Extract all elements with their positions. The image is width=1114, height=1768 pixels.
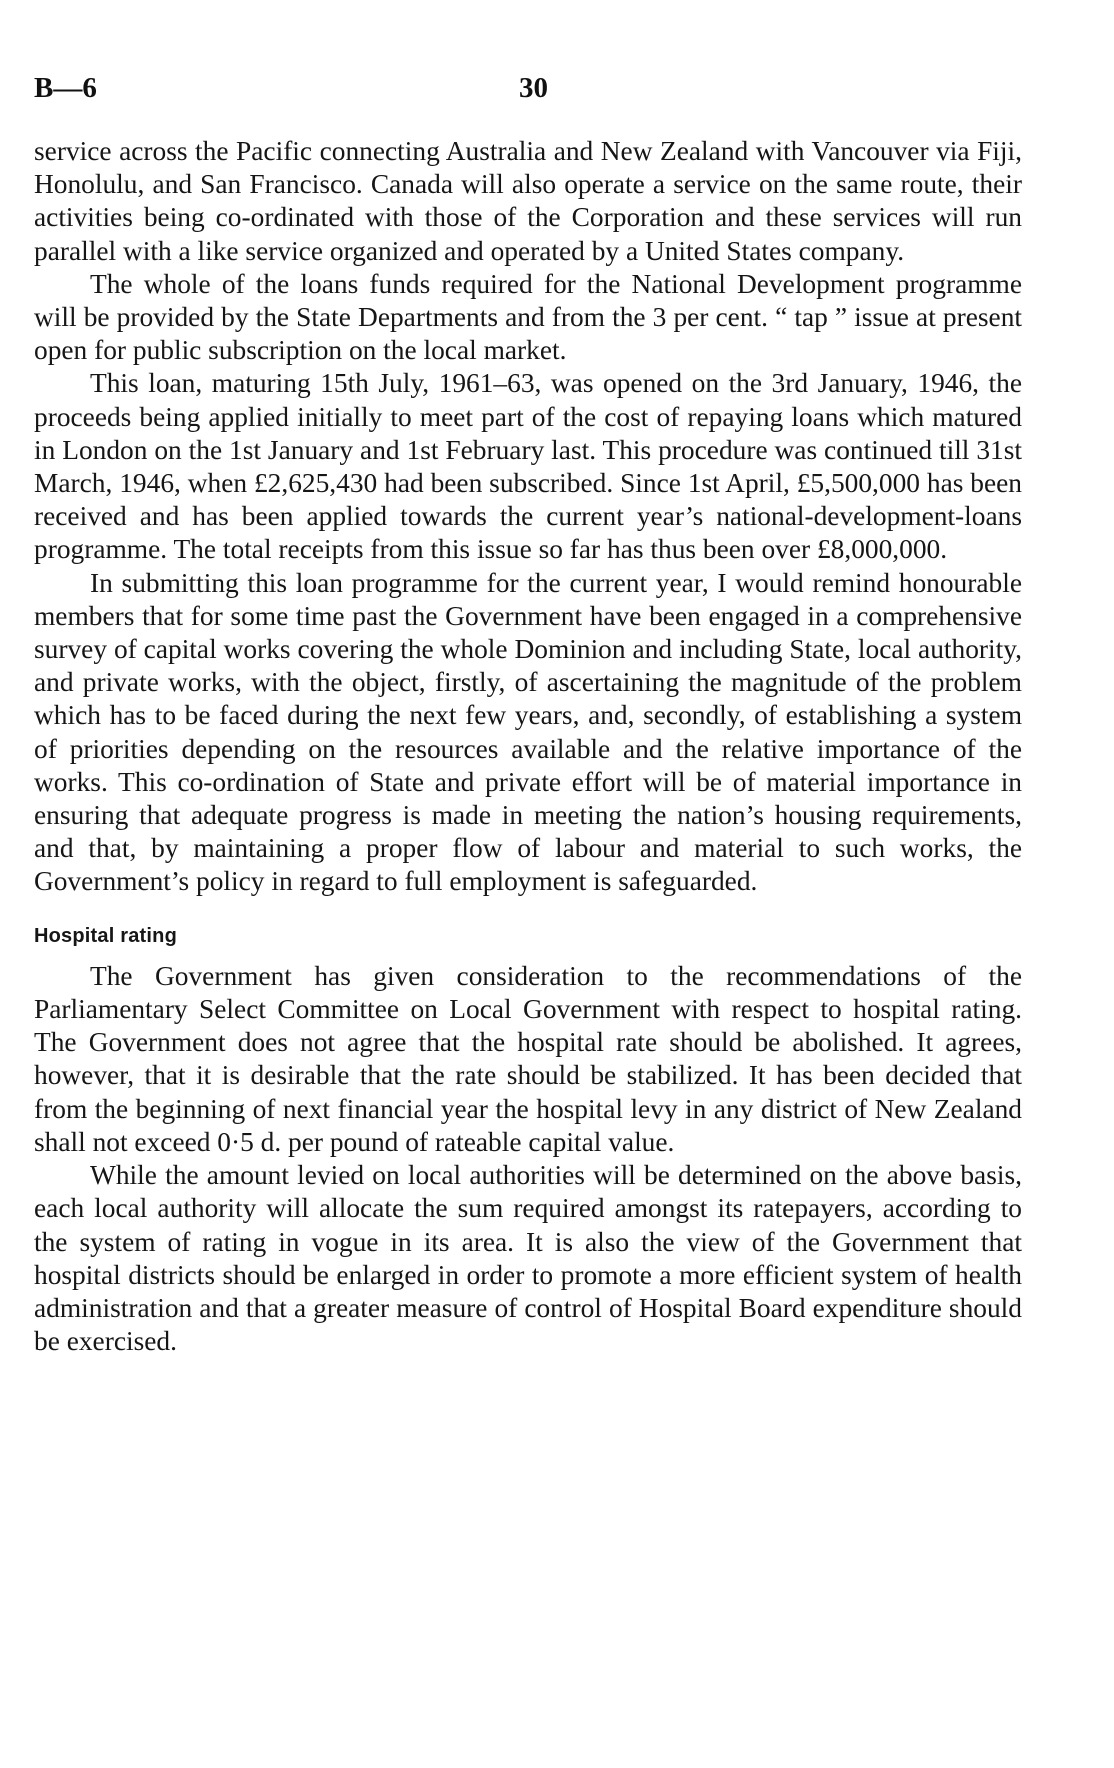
body-text: [34, 135, 1022, 1358]
paragraph-air-service: service across the Pacific connecting Australia and New Zealand with Vancouver via Fiji, Honolulu, and San Francisco. Canada will also operate a service on the same route, their activities being co-ordinated with those of the Corporation and these services will run parallel with a like service organized and operated by a United States company.: [34, 136, 1022, 266]
paragraph-loan-funds: The whole of the loans funds required for the National Development programme will be provided by the State Departments and from the 3 per cent. “ tap ” issue at present open for public subscription on the local market.: [34, 268, 1022, 366]
document-reference: B—6: [34, 72, 97, 104]
page-header: [34, 62, 1024, 110]
paragraph-capital-works-survey: In submitting this loan programme for the current year, I would remind honourable members that for some time past the Government have been engaged in a comprehensive survey of capital works covering the whole Dominion and including State, local authority, and private works, with the object, firstly, of ascertaining the magnitude of the problem which has to be faced during the next few years, and, secondly, of establishing a system of priorities depending on the resources available and the relative importance of the works. This co-ordination of State and private effort will be of material importance in ensuring that adequate progress is made in meeting the nation’s housing requirements, and that, by maintaining a proper flow of labour and material to such works, the Government’s policy in regard to full employment is safeguarded.: [34, 567, 1022, 897]
paragraph-hospital-rate: The Government has given consideration to the recommendations of the Parliamentary Select Committee on Local Government with respect to hospital rating. The Government does not agree that the hospital rate should be abolished. It agrees, however, that it is desirable that the rate should be stabilized. It has been decided that from the beginning of next financial year the hospital levy in any district of New Zealand shall not exceed 0·5 d. per pound of rateable capital value.: [34, 960, 1022, 1157]
paragraph-local-authorities: While the amount levied on local authorities will be determined on the above basis, each local authority will allocate the sum required amongst its ratepayers, according to the system of rating in vogue in its area. It is also the view of the Government that hospital districts should be enlarged in order to promote a more efficient system of health administration and that a greater measure of control of Hospital Board expenditure should be exercised.: [34, 1160, 1022, 1357]
paragraph-tap-loan: This loan, maturing 15th July, 1961–63, was opened on the 3rd January, 1946, the proceeds being applied initially to meet part of the cost of repaying loans which matured in London on the 1st January and 1st February last. This procedure was continued till 31st March, 1946, when £2,625,430 had been subscribed. Since 1st April, £5,500,000 has been received and has been applied towards the current year’s national-development-loans programme. The total receipts from this issue so far has thus been over £8,000,000.: [34, 368, 1022, 565]
page-number: 30: [519, 72, 548, 104]
section-heading-hospital-rating: Hospital rating: [34, 924, 178, 947]
